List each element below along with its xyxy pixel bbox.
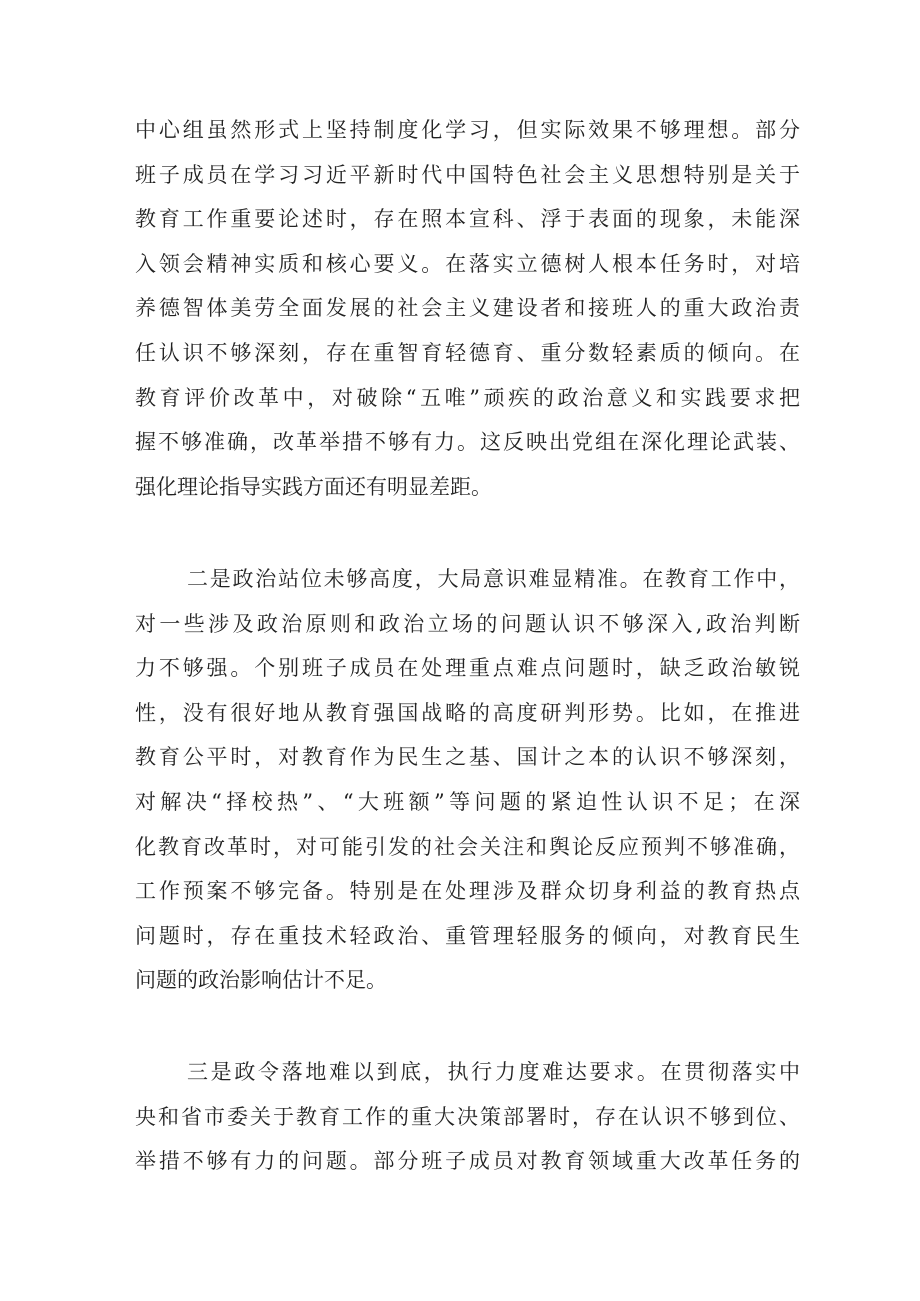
text-line: 班子成员在学习习近平新时代中国特色社会主义思想特别是关于 [135,162,800,187]
text-line: 入领会精神实质和核心要义。在落实立德树人根本任务时，对培 [135,251,800,276]
text-line: 教育公平时，对教育作为民生之基、国计之本的认识不够深刻， [135,745,800,770]
text-line: 工作预案不够完备。特别是在处理涉及群众切身利益的教育热点 [135,879,800,904]
text-line: 教育工作重要论述时，存在照本宣科、浮于表面的现象，未能深 [135,207,800,232]
text-line: 问题的政治影响估计不足。 [135,968,387,993]
text-line: 中心组虽然形式上坚持制度化学习，但实际效果不够理想。部分 [135,118,800,142]
paragraph-continued [135,108,800,509]
paragraph-policy-execution [135,1050,800,1184]
text-line: 性，没有很好地从教育强国战略的高度研判形势。比如，在推进 [135,700,800,725]
text-line: 握不够准确，改革举措不够有力。这反映出党组在深化理论武装、 [135,430,800,455]
text-line: 对解决“择校热”、“大班额”等问题的紧迫性认识不足；在深 [135,789,800,814]
text-line: 养德智体美劳全面发展的社会主义建设者和接班人的重大政治责 [135,296,800,321]
paragraph-political-stance [135,557,800,1003]
text-line: 化教育改革时，对可能引发的社会关注和舆论反应预判不够准确， [135,834,800,859]
text-line: 二是政治站位未够高度，大局意识难显精准。在教育工作中， [187,567,800,591]
text-line: 央和省市委关于教育工作的重大决策部署时，存在认识不够到位、 [135,1104,800,1129]
text-line: 教育评价改革中，对破除“五唯”顽疾的政治意义和实践要求把 [135,385,800,410]
text-line: 三是政令落地难以到底，执行力度难达要求。在贯彻落实中 [187,1060,800,1084]
text-line: 问题时，存在重技术轻政治、重管理轻服务的倾向，对教育民生 [135,923,800,948]
text-line: 对一些涉及政治原则和政治立场的问题认识不够深入,政治判断 [135,611,800,636]
text-line: 力不够强。个别班子成员在处理重点难点问题时，缺乏政治敏锐 [135,656,800,681]
text-line: 强化理论指导实践方面还有明显差距。 [135,474,492,499]
text-line: 任认识不够深刻，存在重智育轻德育、重分数轻素质的倾向。在 [135,340,800,365]
text-line: 举措不够有力的问题。部分班子成员对教育领域重大改革任务的 [135,1149,800,1174]
